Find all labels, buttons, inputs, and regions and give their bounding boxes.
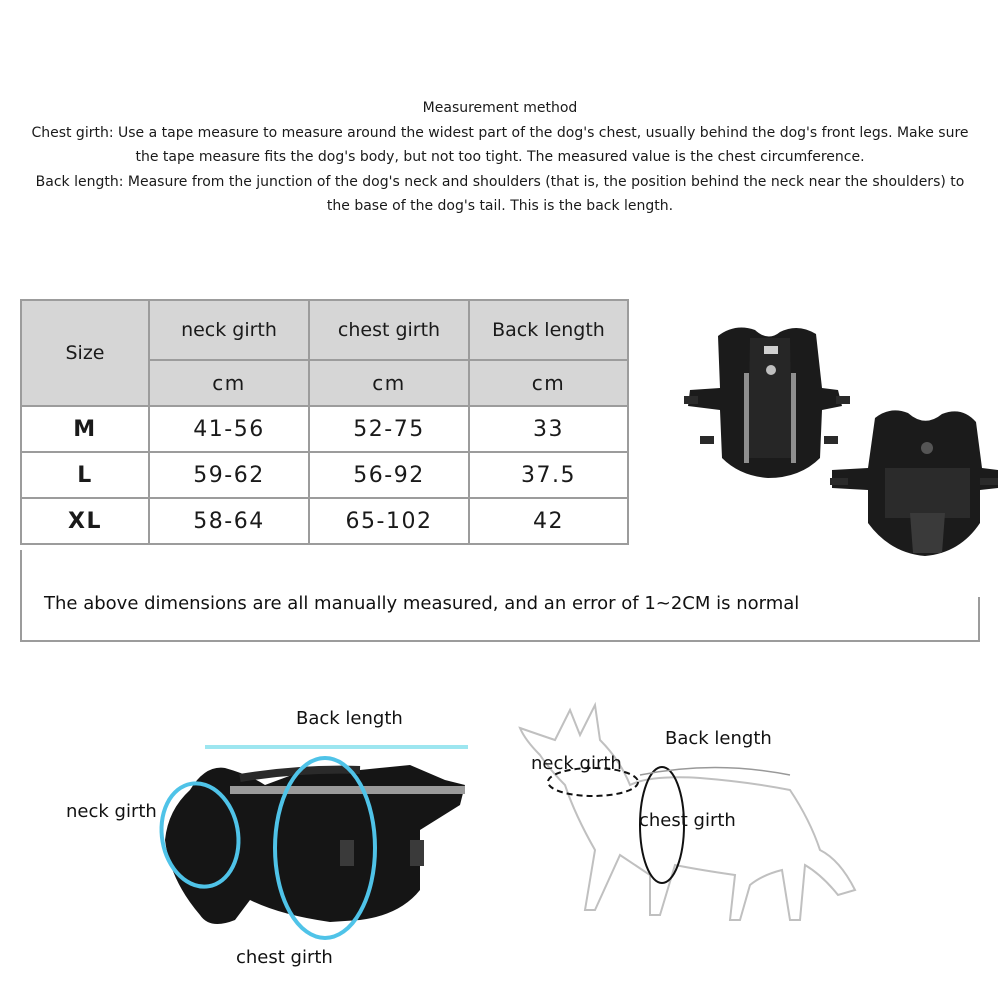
- chest-girth-label: chest girth: [236, 947, 333, 968]
- back-length-label: Back length: [296, 708, 403, 729]
- neck-girth-label: neck girth: [66, 801, 157, 822]
- chest-instruction-line1: Chest girth: Use a tape measure to measure around the widest part of the dog's chest, usually behind the dog's front legs. Make sure: [31, 124, 969, 141]
- size-cell: XL: [21, 498, 149, 544]
- chest-cell: 52-75: [309, 406, 469, 452]
- neck-cell: 59-62: [149, 452, 309, 498]
- unit-cell: cm: [309, 360, 469, 406]
- chest-cell: 56-92: [309, 452, 469, 498]
- unit-cell: cm: [149, 360, 309, 406]
- harness-back-view: [684, 328, 850, 478]
- size-header: Size: [21, 300, 149, 406]
- back-length-marker: [640, 768, 790, 776]
- method-title: Measurement method: [422, 100, 578, 116]
- back-cell: 33: [469, 406, 628, 452]
- chest-girth-label: chest girth: [639, 810, 736, 831]
- neck-cell: 41-56: [149, 406, 309, 452]
- back-instruction-line2: the base of the dog's tail. This is the back length.: [326, 198, 674, 214]
- size-cell: L: [21, 452, 149, 498]
- unit-cell: cm: [469, 360, 628, 406]
- table-row: [21, 452, 628, 498]
- back-cell: 42: [469, 498, 628, 544]
- table-header-row: [21, 300, 628, 360]
- size-cell: M: [21, 406, 149, 452]
- table-row: [21, 406, 628, 452]
- back-length-bar: [205, 745, 468, 749]
- harness-measurement-diagram: [0, 690, 500, 1000]
- table-row: [21, 498, 628, 544]
- chest-girth-header: chest girth: [309, 300, 469, 360]
- measurement-note: The above dimensions are all manually measured, and an error of 1~2CM is normal: [44, 593, 800, 614]
- size-chart-table: [20, 299, 629, 545]
- chest-instruction-line2: the tape measure fits the dog's body, but not too tight. The measured value is the chest circumference.: [135, 149, 865, 165]
- chest-cell: 65-102: [309, 498, 469, 544]
- back-length-header: Back length: [469, 300, 628, 360]
- back-instruction-line1: Back length: Measure from the junction of the dog's neck and shoulders (that is, the position behind the neck near the shoulders) to: [35, 173, 965, 190]
- dog-measurement-diagram: [500, 690, 1000, 1000]
- neck-girth-header: neck girth: [149, 300, 309, 360]
- harness-product-image: [680, 318, 1000, 568]
- back-cell: 37.5: [469, 452, 628, 498]
- harness-front-view: [830, 410, 998, 556]
- measurement-method: [20, 96, 980, 219]
- neck-cell: 58-64: [149, 498, 309, 544]
- back-length-label: Back length: [665, 728, 772, 749]
- note-box-edge: [978, 597, 980, 642]
- neck-girth-label: neck girth: [531, 753, 622, 774]
